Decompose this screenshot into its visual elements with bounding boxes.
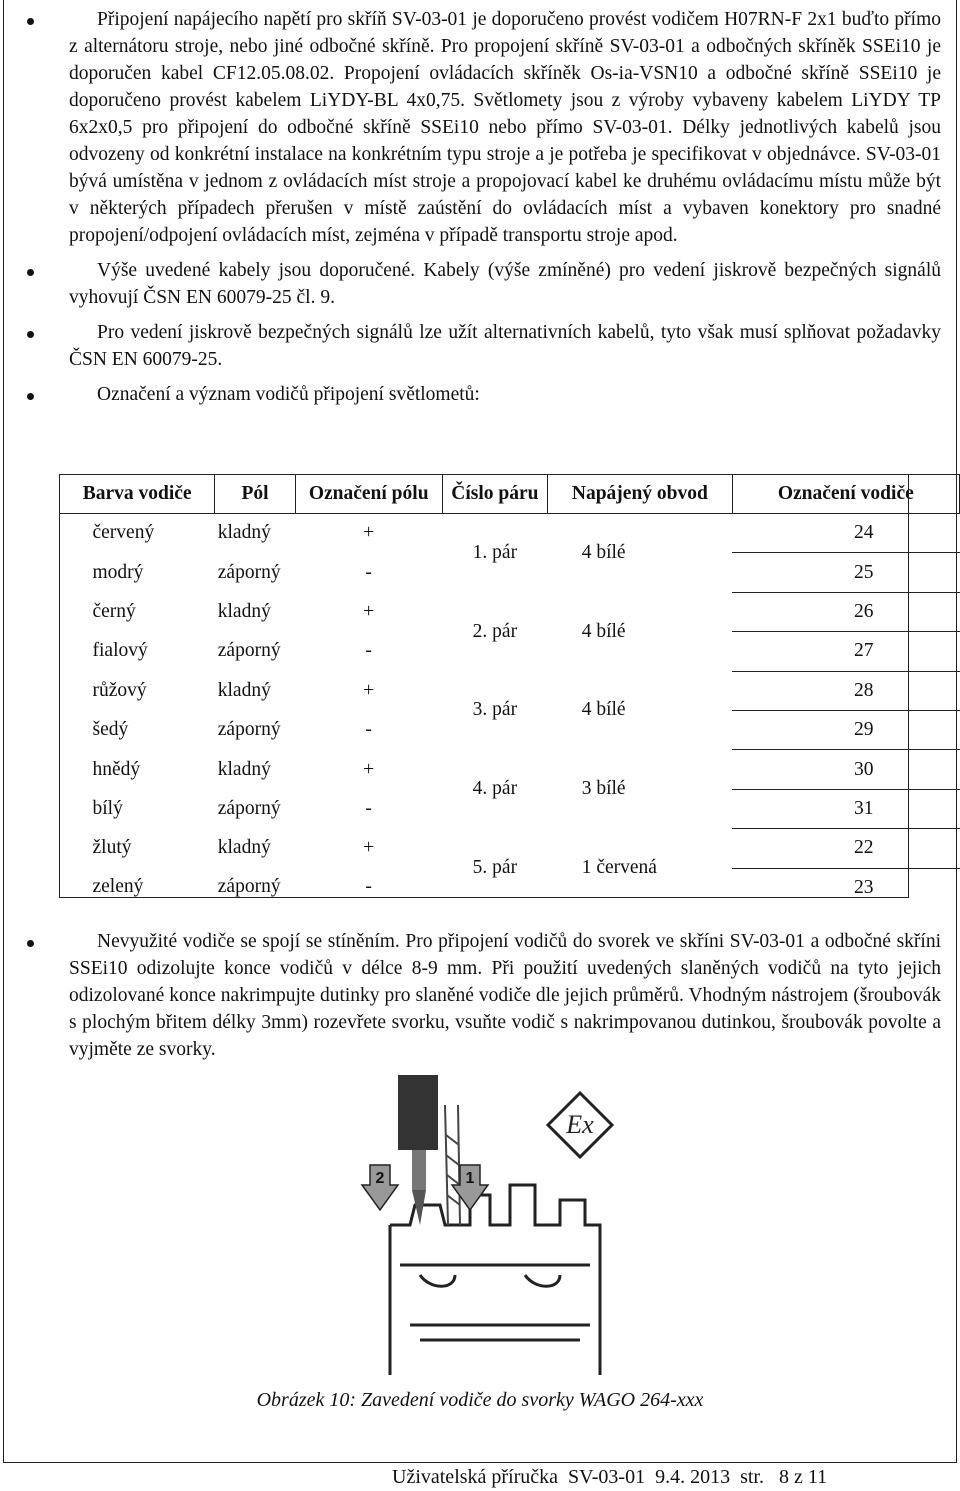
cell-color: červený [92, 522, 155, 544]
cell-pole: kladný [217, 837, 271, 859]
svg-text:2: 2 [375, 1170, 385, 1187]
bullet-item-table-intro [0, 381, 960, 408]
cell-color: fialový [92, 640, 148, 662]
cell-pole-mark: + [363, 600, 375, 622]
cell-wire-mark: 26 [732, 592, 959, 631]
table-row [60, 829, 960, 868]
cell-pair: 5. pár [472, 856, 518, 878]
cell-color: modrý [92, 561, 144, 583]
cell-color: černý [92, 600, 136, 622]
header-wire-color: Barva vodiče [60, 475, 215, 514]
svg-text:1: 1 [465, 1170, 475, 1187]
cell-pair: 4. pár [472, 778, 518, 800]
table-row [60, 592, 960, 631]
cell-pole: kladný [217, 522, 271, 544]
cell-pole-mark: + [363, 522, 375, 544]
cell-pair: 1. pár [472, 542, 518, 564]
header-pole-mark: Označení pólu [295, 475, 442, 514]
wire-table [59, 474, 960, 907]
arrow-2-icon [362, 1165, 398, 1210]
cell-wire-mark: 29 [732, 710, 959, 749]
cell-wire-mark: 24 [732, 514, 959, 553]
cell-pole: záporný [217, 719, 281, 741]
cell-circuit: 4 bílé [581, 542, 626, 564]
table-row [60, 671, 960, 710]
cell-wire-mark: 22 [732, 829, 959, 868]
bullet-item-recommended [0, 257, 960, 311]
bullet-item-cables [0, 6, 960, 249]
ex-mark-icon [548, 1093, 612, 1157]
bullet-list [0, 6, 960, 416]
cell-circuit: 1 červená [581, 856, 657, 878]
wago-terminal-figure [360, 1075, 620, 1375]
figure-caption: Obrázek 10: Zavedení vodiče do svorky WAGO 264-xxx [256, 1389, 704, 1411]
cell-pair: 3. pár [472, 699, 518, 721]
cell-color: šedý [92, 719, 129, 741]
bullet-dot [27, 393, 34, 400]
cell-pole: kladný [217, 758, 271, 780]
table-group-1 [60, 514, 960, 593]
header-circuit: Napájený obvod [548, 475, 732, 514]
cell-pair: 2. pár [472, 620, 518, 642]
page-footer: Uživatelská příručka SV-03-01 9.4. 2013 str. 8 z 11 [392, 1466, 828, 1488]
cell-pole-mark: + [363, 837, 375, 859]
cell-pole-mark: - [365, 719, 372, 741]
cell-pole-mark: + [363, 679, 375, 701]
cell-pole: záporný [217, 561, 281, 583]
bullet-dot [27, 18, 34, 25]
cell-wire-mark: 30 [732, 750, 959, 789]
cell-circuit: 4 bílé [581, 699, 626, 721]
bullet-item-alternative [0, 319, 960, 373]
cell-wire-mark: 28 [732, 671, 959, 710]
cell-wire-mark: 31 [732, 789, 959, 828]
table-group-5 [60, 829, 960, 907]
table-row [60, 750, 960, 789]
cell-pole-mark: - [365, 561, 372, 583]
bullet-list-lower [0, 928, 960, 1071]
bullet-dot [27, 940, 34, 947]
svg-text:Ex: Ex [566, 1110, 594, 1139]
paragraph-unused-wires: Nevyužité vodiče se spojí se stíněním. Pro připojení vodičů do svorek ve skříni SV-03-01 a odbočné skříni SSEi10 odizolujte konce vodičů v délce 8-9 mm. Při použití uvedených slaněných vodičů na tyto jejich odizolované konce nakrimpujte dutinky pro slaněné vodiče dle jejich průměrů. Vhodným nástrojem (šroubovák s plochým břitem délky 3mm) rozevřete svorku, vsuňte vodič s nakrimpovanou dutinkou, šroubovák povolte a vyjměte ze svorky. [69, 931, 941, 1060]
cell-wire-mark: 25 [732, 553, 959, 592]
cell-pole-mark: - [365, 797, 372, 819]
paragraph-alternative: Pro vedení jiskrově bezpečných signálů lze užít alternativních kabelů, tyto však musí splňovat požadavky ČSN EN 60079-25. [69, 322, 941, 370]
table-group-4 [60, 750, 960, 829]
bullet-item-unused-wires [0, 928, 960, 1063]
cell-pole-mark: - [365, 876, 372, 898]
cell-pole-mark: - [365, 640, 372, 662]
paragraph-cables: Připojení napájecího napětí pro skříň SV-03-01 je doporučeno provést vodičem H07RN-F 2x1 buďto přímo z alternátoru stroje, nebo jiné odbočné skříně. Pro propojení skříně SV-03-01 a odbočných skříněk SSEi10 je doporučen kabel CF12.05.08.02. Propojení ovládacích skříněk Os-ia-VSN10 a odbočné skříně SSEi10 je doporučeno provést kabelem LiYDY-BL 4x0,75. Světlomety jsou z výroby vybaveny kabelem LiYDY TP 6x2x0,5 pro připojení do odbočné skříně SSEi10 nebo přímo SV-03-01. Délky jednotlivých kabelů jsou odvozeny od konkrétní instalace na konkrétním typu stroje a je potřeba je specifikovat v objednávce. SV-03-01 bývá umístěna v jednom z ovládacích míst stroje a propojovací kabel ke druhému ovládacímu místu může být v některých případech přerušen v místě zaústění do ovládacích míst a vybaven konektory pro snadné propojení/odpojení ovládacích míst, zejména v případě transportu stroje apod. [69, 9, 941, 246]
cell-pole-mark: + [363, 758, 375, 780]
bullet-dot [27, 331, 34, 338]
paragraph-recommended: Výše uvedené kabely jsou doporučené. Kabely (výše zmíněné) pro vedení jiskrově bezpečných signálů vyhovují ČSN EN 60079-25 čl. 9. [69, 260, 941, 308]
screwdriver-icon [398, 1075, 438, 1225]
table-group-2 [60, 592, 960, 671]
header-pair-number: Číslo páru [442, 475, 548, 514]
header-pole: Pól [215, 475, 296, 514]
cell-color: růžový [92, 679, 147, 701]
cell-wire-mark: 27 [732, 632, 959, 671]
header-wire-mark: Označení vodiče [732, 475, 959, 514]
wire-icon [445, 1105, 460, 1225]
cell-wire-mark: 23 [732, 868, 959, 907]
table-group-3 [60, 671, 960, 750]
cell-pole: kladný [217, 600, 271, 622]
table-header-row [60, 475, 960, 514]
cell-color: zelený [92, 876, 144, 898]
cell-color: hnědý [92, 758, 141, 780]
cell-pole: záporný [217, 797, 281, 819]
cell-circuit: 4 bílé [581, 620, 626, 642]
cell-pole: záporný [217, 876, 281, 898]
cell-pole: kladný [217, 679, 271, 701]
table-row [60, 514, 960, 553]
paragraph-table-intro: Označení a význam vodičů připojení světlometů: [97, 384, 480, 405]
cell-pole: záporný [217, 640, 281, 662]
cell-circuit: 3 bílé [581, 778, 626, 800]
cell-color: bílý [92, 797, 123, 819]
bullet-dot [27, 269, 34, 276]
cell-color: žlutý [92, 837, 132, 859]
